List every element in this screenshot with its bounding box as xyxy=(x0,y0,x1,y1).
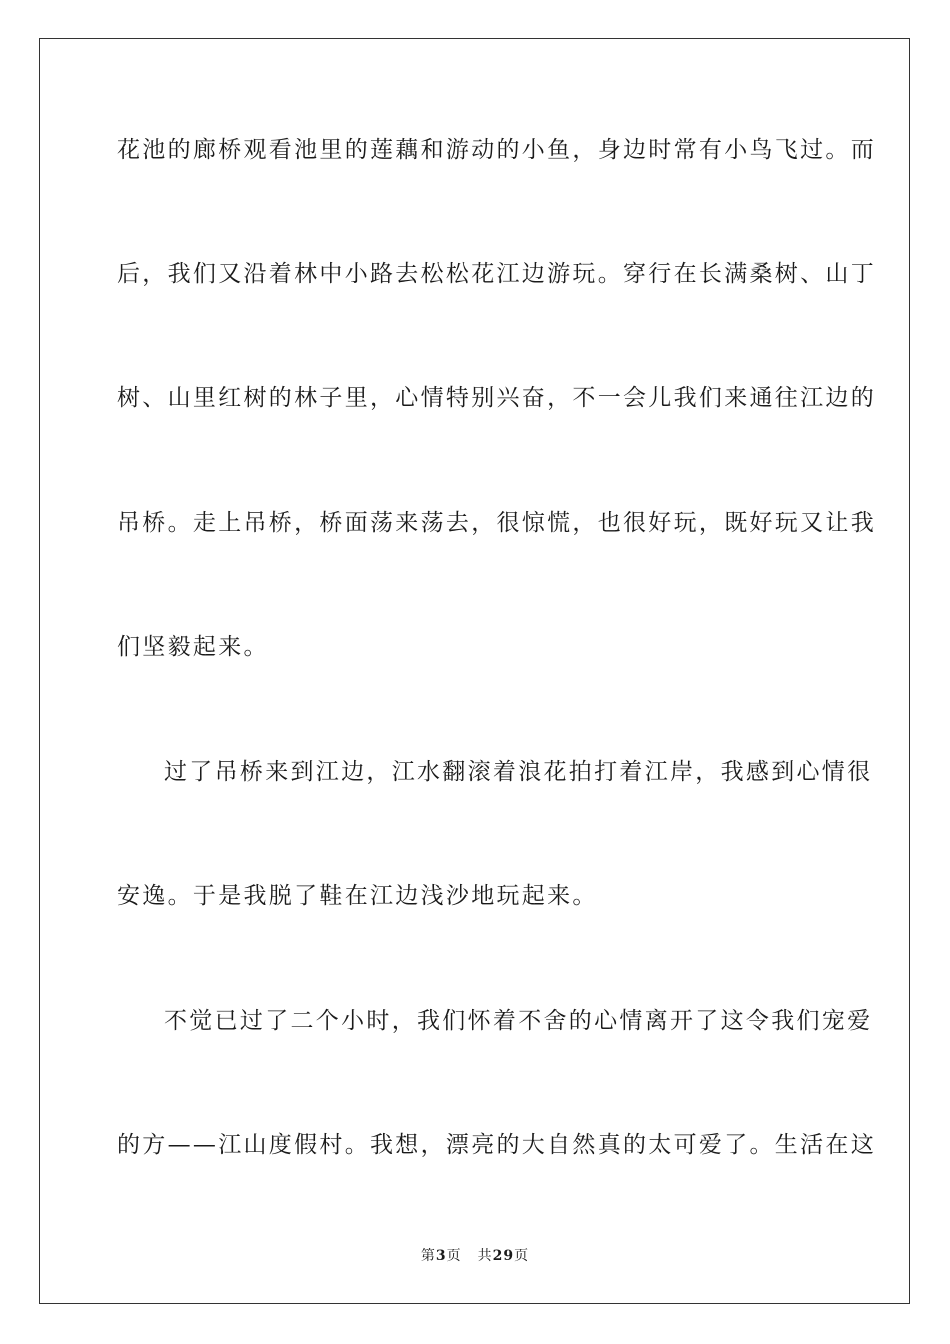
body-text-line: 吊桥。走上吊桥，桥面荡来荡去，很惊慌，也很好玩，既好玩又让我 xyxy=(117,510,876,536)
body-text-line: 们坚毅起来。 xyxy=(117,634,269,660)
page-number: 第3页 xyxy=(420,1248,462,1264)
body-text-line: 花池的廊桥观看池里的莲藕和游动的小鱼，身边时常有小鸟飞过。而 xyxy=(117,137,876,163)
body-text-line: 安逸。于是我脱了鞋在江边浅沙地玩起来。 xyxy=(117,883,598,909)
body-text-line: 树、山里红树的林子里，心情特别兴奋，不一会儿我们来通往江边的 xyxy=(117,385,876,411)
page-total: 共29页 xyxy=(477,1248,530,1264)
body-text-line: 的方——江山度假村。我想，漂亮的大自然真的太可爱了。生活在这 xyxy=(117,1132,876,1158)
paragraph-first-line: 不觉已过了二个小时，我们怀着不舍的心情离开了这令我们宠爱 xyxy=(164,1008,873,1034)
body-text-line: 后，我们又沿着林中小路去松松花江边游玩。穿行在长满桑树、山丁 xyxy=(117,261,876,287)
paragraph-first-line: 过了吊桥来到江边，江水翻滚着浪花拍打着江岸，我感到心情很 xyxy=(164,759,873,785)
page-border xyxy=(39,38,910,1304)
page-footer xyxy=(0,1246,950,1266)
